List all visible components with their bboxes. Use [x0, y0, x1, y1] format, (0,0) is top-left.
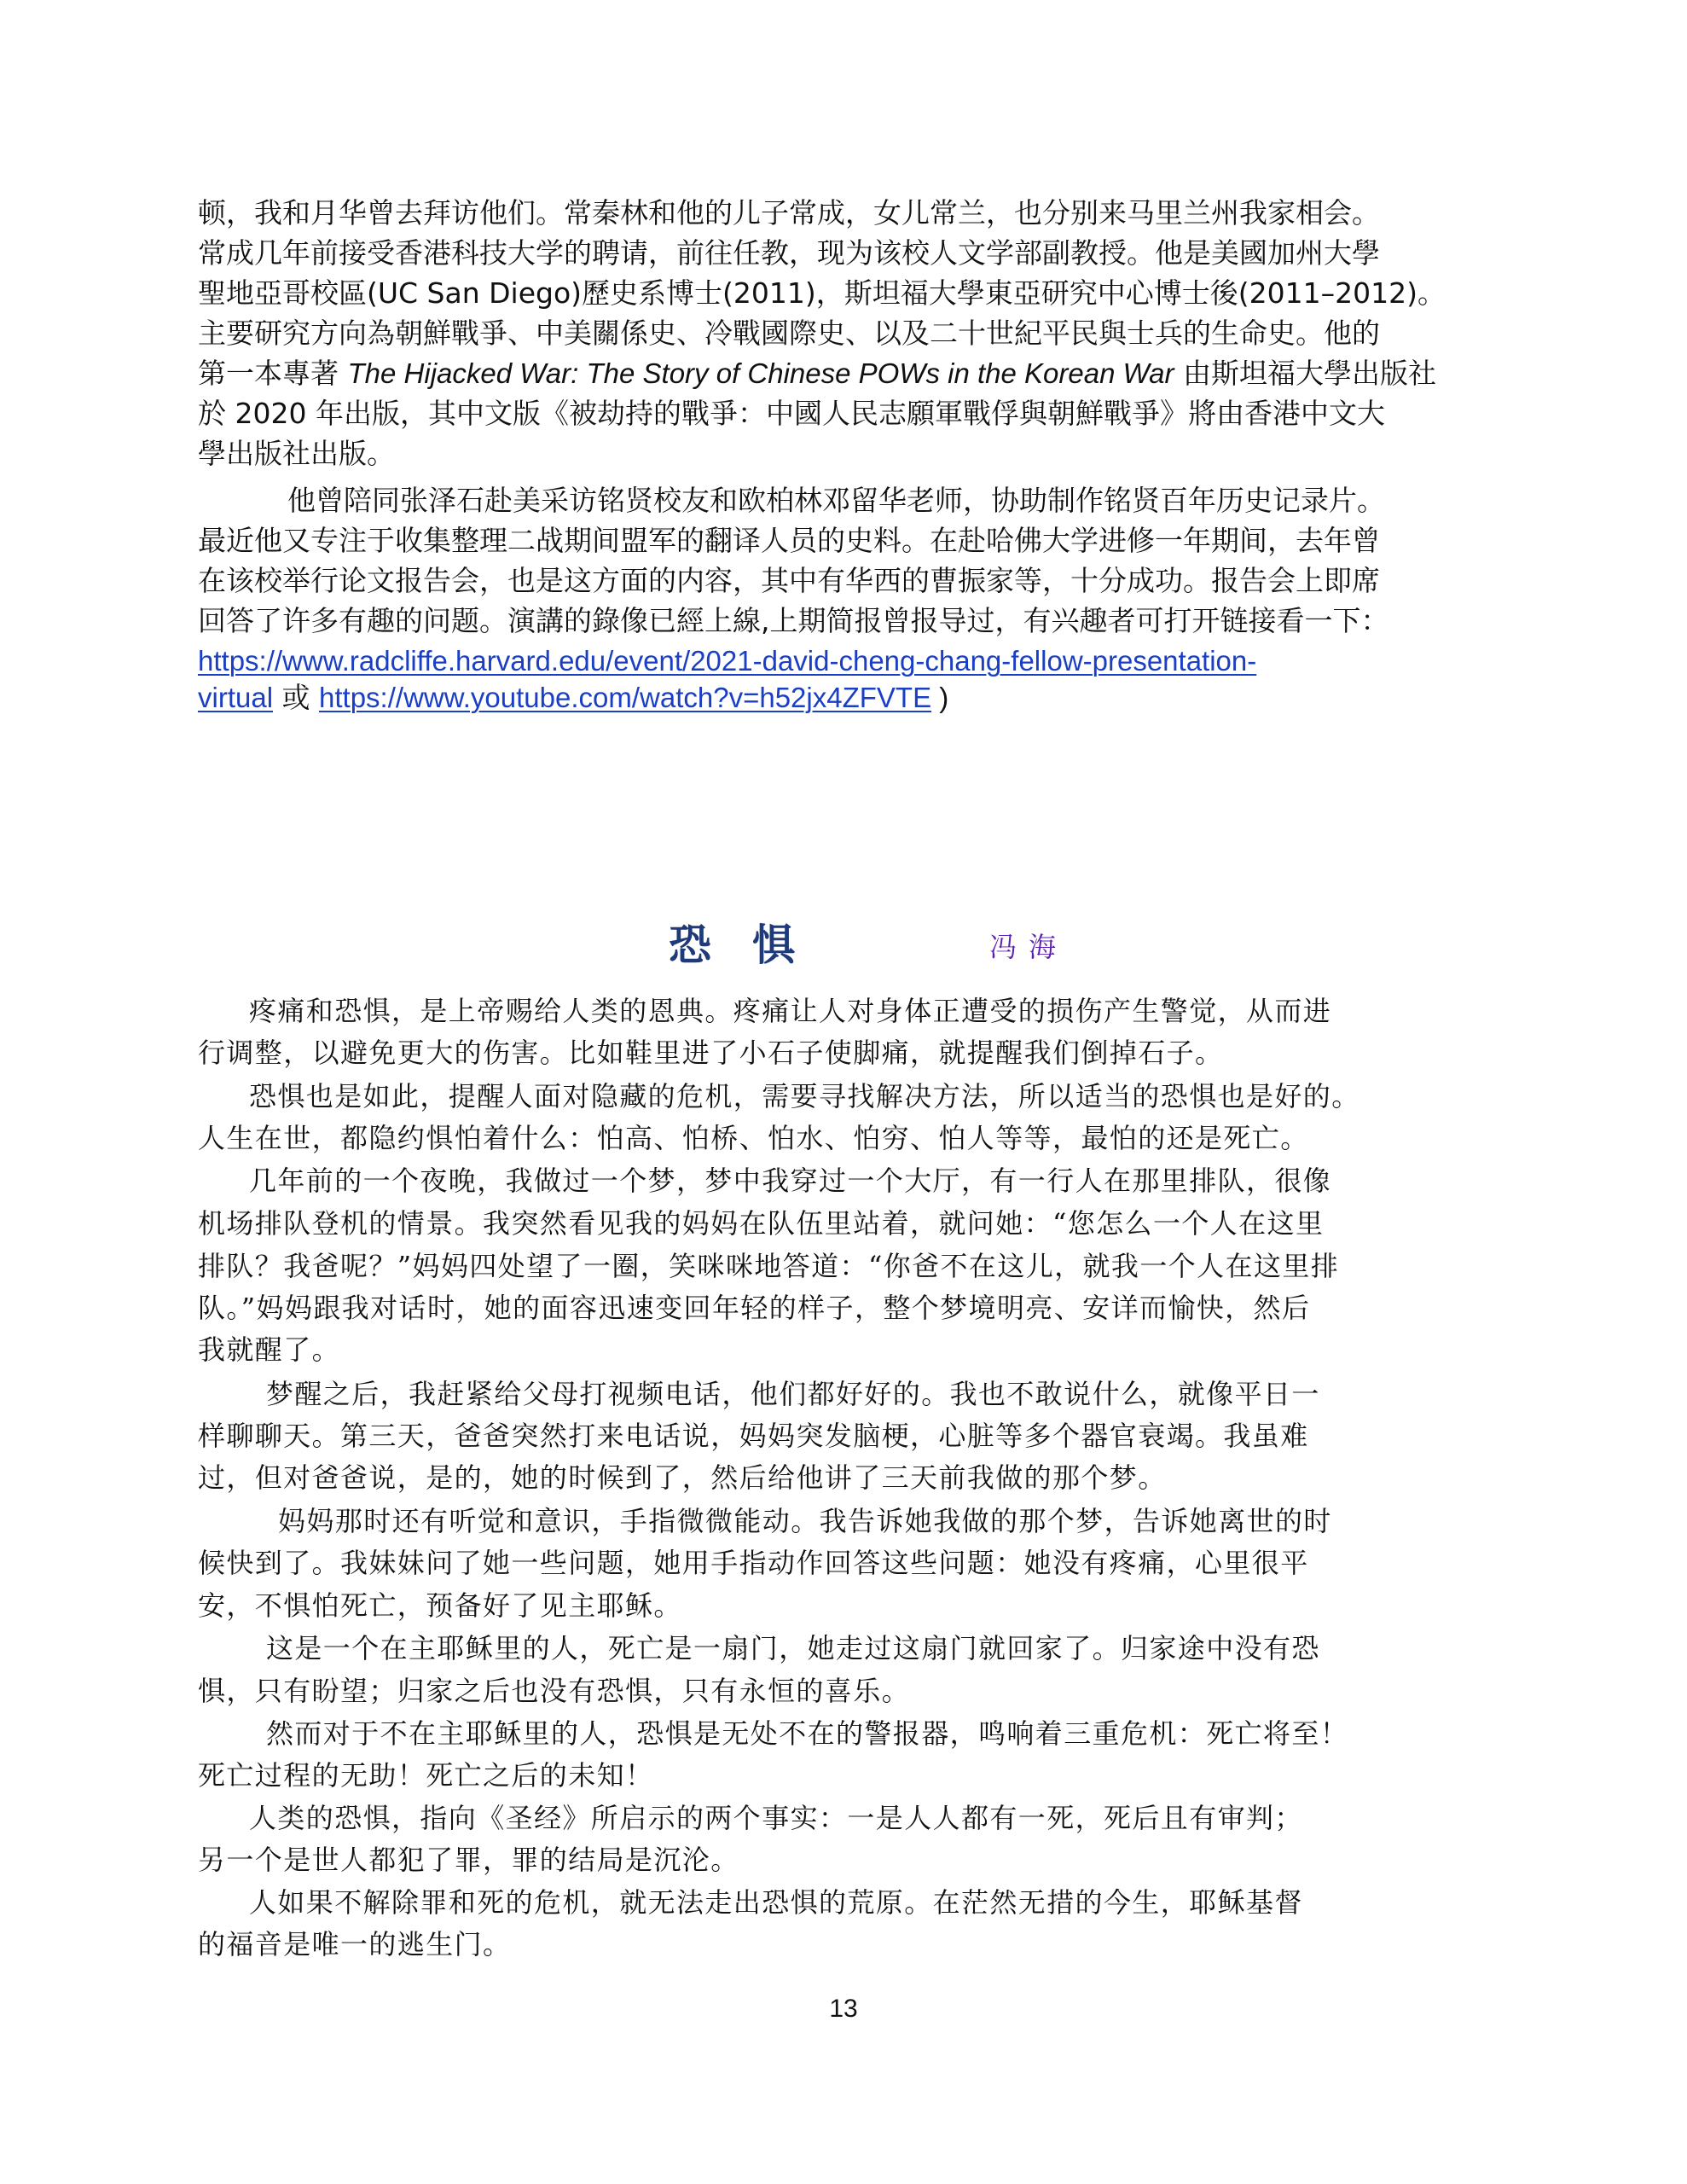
text-line: 这是一个在主耶稣里的人，死亡是一扇门，她走过这扇门就回家了。归家途中没有恐 [266, 1632, 1320, 1664]
text-line: 队。”妈妈跟我对话时，她的面容迅速变回年轻的样子，整个梦境明亮、安详而愉快，然后 [198, 1292, 1311, 1324]
text-line: 死亡过程的无助！死亡之后的未知！ [198, 1759, 654, 1792]
text-line: 惧，只有盼望；归家之后也没有恐惧，只有永恒的喜乐。 [198, 1675, 911, 1707]
closing-paren: ) [931, 682, 949, 713]
link-line [198, 642, 1256, 680]
text-line: 几年前的一个夜晚，我做过一个梦，梦中我穿过一个大厅，有一行人在那里排队，很像 [249, 1165, 1332, 1197]
text-line: 样聊聊天。第三天，爸爸突然打来电话说，妈妈突发脑梗，心脏等多个器官衰竭。我虽难 [198, 1420, 1309, 1452]
text-line: 在该校举行论文报告会，也是这方面的内容，其中有华西的曹振家等，十分成功。报告会上即席 [198, 564, 1380, 597]
link-separator: 或 [273, 681, 320, 714]
text-line: 我就醒了。 [198, 1333, 341, 1366]
text-line: 常成几年前接受香港科技大学的聘请，前往任教，现为该校人文学部副教授。他是美國加州大學 [198, 236, 1380, 270]
link-line [198, 679, 948, 717]
text-line: 回答了许多有趣的问题。演講的錄像已經上線,上期简报曾报导过，有兴趣者可打开链接看一下： [198, 604, 1389, 637]
youtube-link[interactable]: https://www.youtube.com/watch?v=h52jx4ZFVTE [319, 682, 932, 713]
text-line: 聖地亞哥校區(UC San Diego)歷史系博士(2011)，斯坦福大學東亞研究中心博士後(2011–2012)。 [198, 276, 1446, 310]
article-author: 冯海 [989, 931, 1069, 963]
text-line: 他曾陪同张泽石赴美采访铭贤校友和欧柏林邓留华老师，协助制作铭贤百年历史记录片。 [287, 484, 1385, 517]
text-line: 的福音是唯一的逃生门。 [198, 1928, 512, 1960]
text-line: 顿，我和月华曾去拜访他们。常秦林和他的儿子常成，女儿常兰，也分别来马里兰州我家相会。 [198, 196, 1380, 229]
text-line-with-book-title [198, 355, 1436, 392]
text-line: 恐惧也是如此，提醒人面对隐藏的危机，需要寻找解决方法，所以适当的恐惧也是好的。 [249, 1080, 1360, 1112]
text-line: 最近他又专注于收集整理二战期间盟军的翻译人员的史料。在赴哈佛大学进修一年期间，去年曾 [198, 524, 1380, 557]
article-title: 恐惧 [669, 921, 836, 970]
radcliffe-link[interactable]: https://www.radcliffe.harvard.edu/event/2021-david-cheng-chang-fellow-presentation- [198, 645, 1257, 677]
text-line: 主要研究方向為朝鮮戰爭、中美關係史、冷戰國際史、以及二十世紀平民與士兵的生命史。他的 [198, 317, 1380, 350]
text-line: 人如果不解除罪和死的危机，就无法走出恐惧的荒原。在茫然无措的今生，耶稣基督 [249, 1886, 1303, 1919]
text-line: 机场排队登机的情景。我突然看见我的妈妈在队伍里站着，就问她：“您怎么一个人在这里 [198, 1207, 1325, 1240]
text-line: 排队？我爸呢？”妈妈四处望了一圈，笑咪咪地答道：“你爸不在这儿，就我一个人在这里排 [198, 1250, 1340, 1282]
text-line: 妈妈那时还有听觉和意识，手指微微能动。我告诉她我做的那个梦，告诉她离世的时 [278, 1505, 1332, 1537]
text-line: 过，但对爸爸说，是的，她的时候到了，然后给他讲了三天前我做的那个梦。 [198, 1461, 1167, 1494]
text-line: 學出版社出版。 [198, 437, 395, 470]
text-line: 人生在世，都隐约惧怕着什么：怕高、怕桥、怕水、怕穷、怕人等等，最怕的还是死亡。 [198, 1122, 1309, 1154]
text-segment: 由斯坦福大學出版社 [1174, 357, 1437, 390]
text-line: 行调整，以避免更大的伤害。比如鞋里进了小石子使脚痛，就提醒我们倒掉石子。 [198, 1037, 1224, 1069]
text-line: 安，不惧怕死亡，预备好了见主耶稣。 [198, 1589, 682, 1622]
text-line: 然而对于不在主耶稣里的人，恐惧是无处不在的警报器，鸣响着三重危机：死亡将至！ [266, 1717, 1349, 1750]
text-line: 梦醒之后，我赶紧给父母打视频电话，他们都好好的。我也不敢说什么，就像平日一 [266, 1378, 1320, 1410]
text-line: 人类的恐惧，指向《圣经》所启示的两个事实：一是人人都有一死，死后且有审判； [249, 1802, 1303, 1834]
radcliffe-link-continued[interactable]: virtual [198, 682, 274, 713]
text-line: 於 2020 年出版，其中文版《被劫持的戰爭：中國人民志願軍戰俘與朝鮮戰爭》將由香港中文大 [198, 397, 1385, 430]
text-line: 疼痛和恐惧，是上帝赐给人类的恩典。疼痛让人对身体正遭受的损伤产生警觉，从而进 [249, 995, 1332, 1027]
text-segment: 第一本專著 [198, 357, 348, 390]
text-line: 另一个是世人都犯了罪，罪的结局是沉沦。 [198, 1844, 739, 1876]
text-line: 候快到了。我妹妹问了她一些问题，她用手指动作回答这些问题：她没有疼痛，心里很平 [198, 1547, 1309, 1579]
book-title: The Hijacked War: The Story of Chinese POWs in the Korean War [347, 357, 1174, 389]
page-number: 13 [829, 1995, 858, 2023]
